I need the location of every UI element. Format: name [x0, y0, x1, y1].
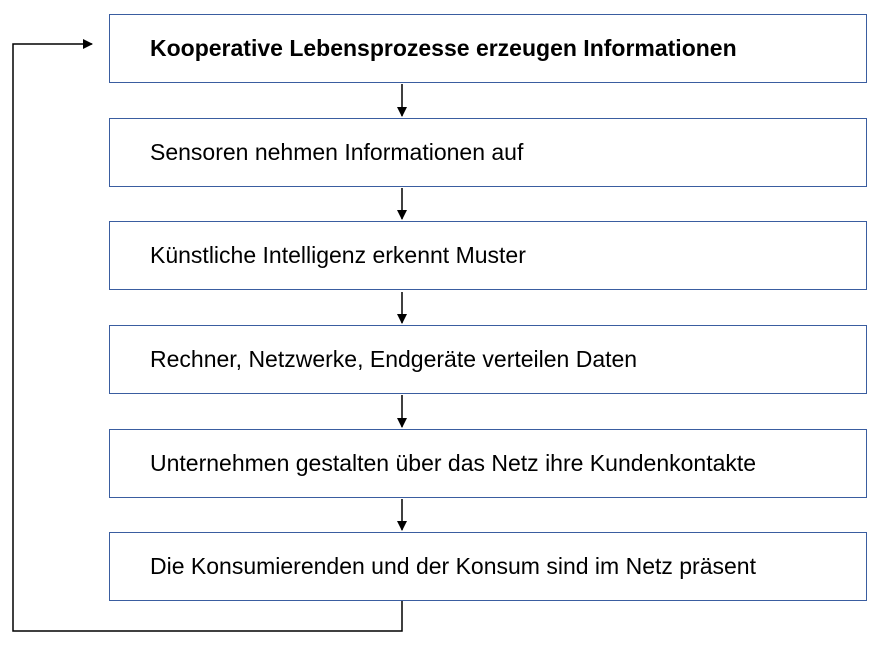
step-label: Rechner, Netzwerke, Endgeräte verteilen Daten — [150, 346, 638, 372]
step-box-sensors — [109, 118, 867, 187]
step-label: Die Konsumierenden und der Konsum sind im Netz präsent — [150, 553, 756, 579]
step-label: Unternehmen gestalten über das Netz ihre Kundenkontakte — [150, 450, 757, 476]
step-label: Künstliche Intelligenz erkennt Muster — [150, 242, 526, 268]
step-box-artificial-intelligence — [109, 221, 867, 290]
step-box-computers-networks — [109, 325, 867, 394]
step-box-cooperative-life-processes — [109, 14, 867, 83]
step-label: Kooperative Lebensprozesse erzeugen Informationen — [150, 35, 737, 61]
step-label: Sensoren nehmen Informationen auf — [150, 139, 524, 165]
step-box-consumers — [109, 532, 867, 601]
step-box-companies — [109, 429, 867, 498]
